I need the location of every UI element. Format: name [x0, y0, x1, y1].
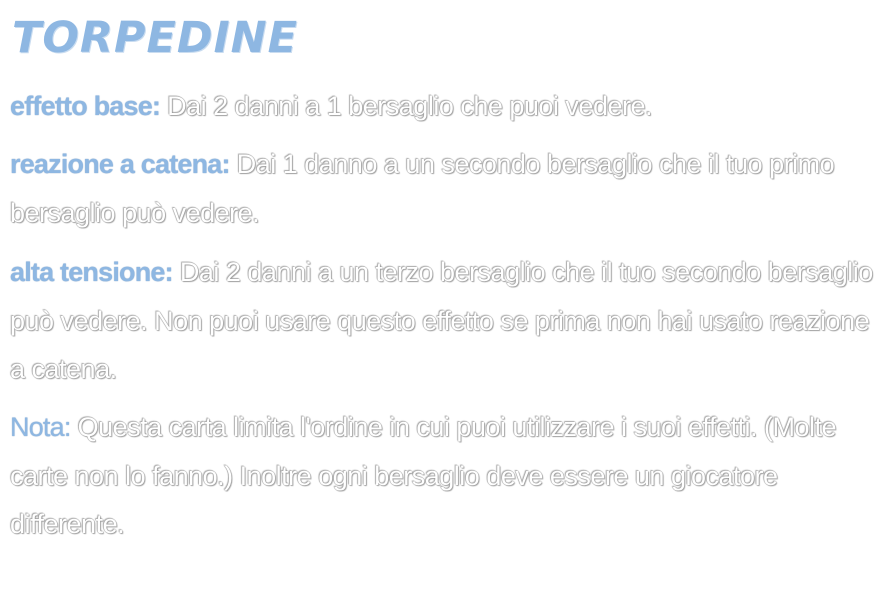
- effect-high-voltage-text: Dai 2 danni a un terzo bersaglio che il tuo secondo bersaglio può vedere. Non puoi usare questo effetto se prima non hai usato reazione a catena.: [10, 257, 873, 384]
- effect-high-voltage-label: alta tensione:: [10, 257, 173, 287]
- card-title: TORPEDINE: [12, 13, 298, 63]
- effect-high-voltage: [10, 248, 882, 394]
- effect-chain-reaction: [10, 140, 882, 237]
- effect-base: [10, 82, 882, 131]
- effect-chain-reaction-label: reazione a catena:: [10, 149, 230, 179]
- effect-base-text: Dai 2 danni a 1 bersaglio che puoi vedere.: [167, 91, 652, 121]
- note-text: Questa carta limita l'ordine in cui puoi utilizzare i suoi effetti. (Molte carte non lo fanno.) Inoltre ogni bersaglio deve essere un giocatore differente.: [10, 412, 837, 539]
- effect-chain-reaction-text: Dai 1 danno a un secondo bersaglio che il tuo primo bersaglio può vedere.: [10, 149, 835, 228]
- effect-base-label: effetto base:: [10, 91, 161, 121]
- note-label: Nota:: [10, 412, 71, 442]
- note: [10, 403, 882, 549]
